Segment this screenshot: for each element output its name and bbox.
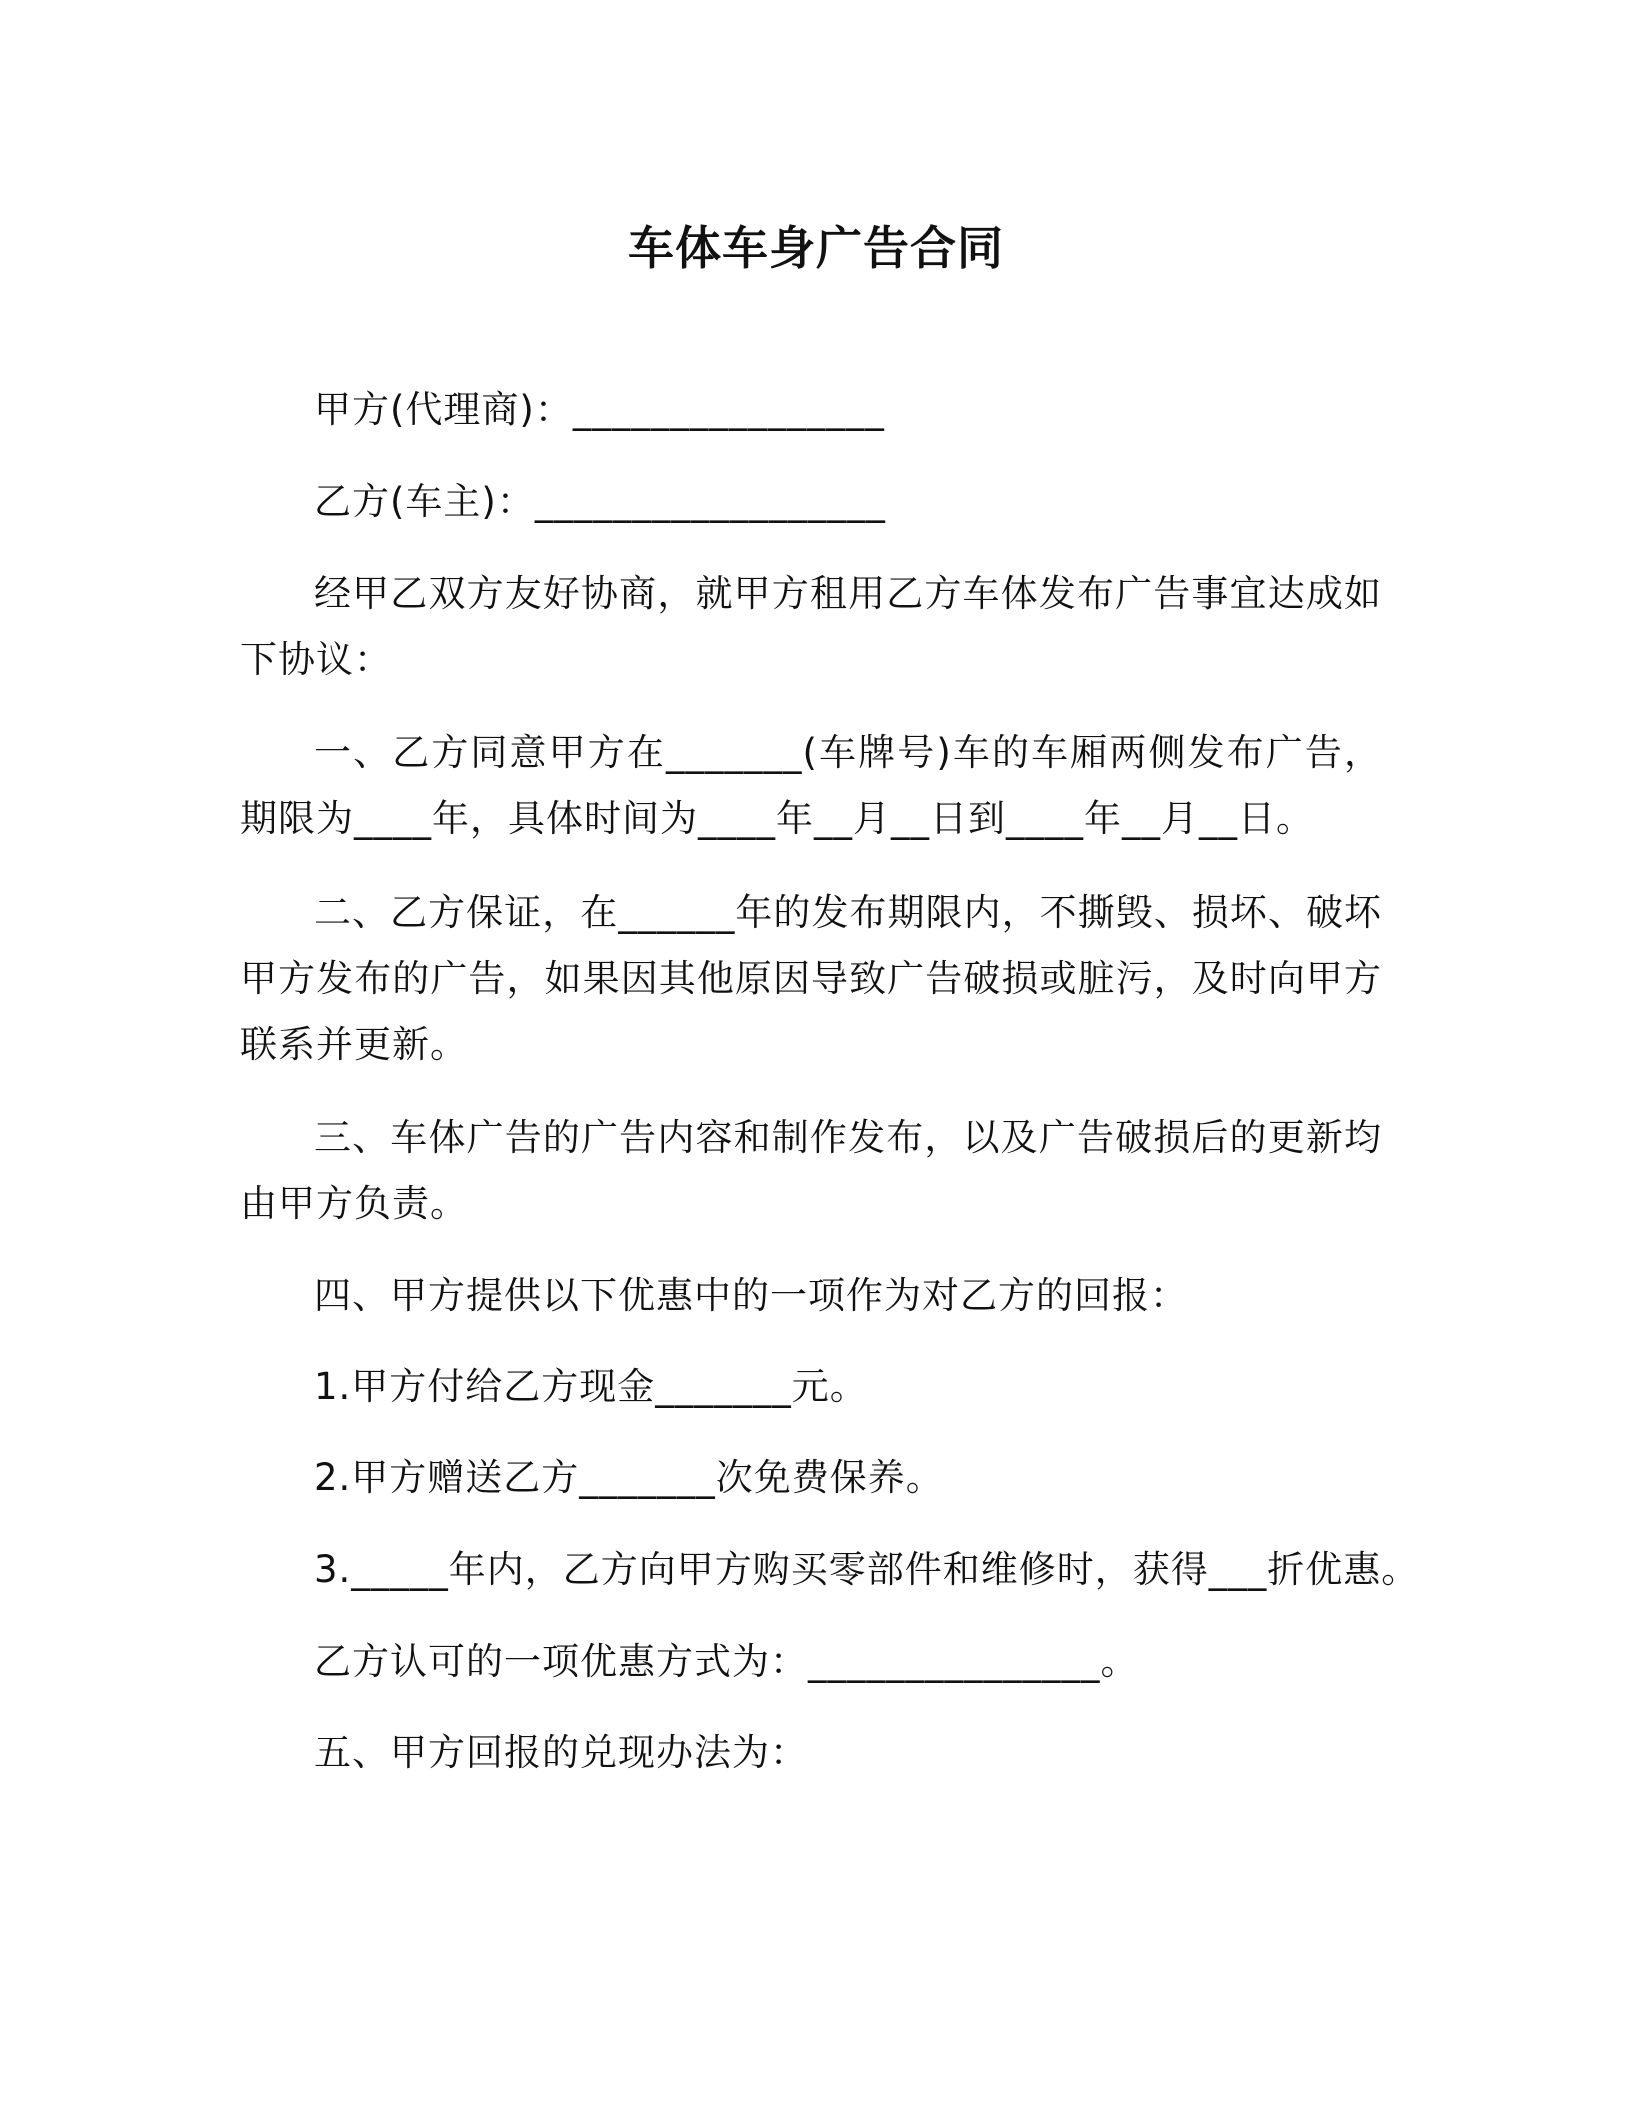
- party-b-line: 乙方(车主)：__________________: [314, 480, 886, 523]
- intro-paragraph: 经甲乙双方友好协商，就甲方租用乙方车体发布广告事宜达成如下协议：: [240, 572, 1382, 681]
- clause-2: 二、乙方保证，在______年的发布期限内，不撕毁、损坏、破坏甲方发布的广告，如果因其他原因导致广告破损或脏污，及时向甲方联系并更新。: [240, 891, 1382, 1066]
- option-1: 1.甲方付给乙方现金_______元。: [314, 1365, 868, 1408]
- party-a-line: 甲方(代理商)：________________: [314, 388, 885, 431]
- document-title: 车体车身广告合同: [628, 221, 1004, 275]
- option-2: 2.甲方赠送乙方_______次免费保养。: [314, 1456, 944, 1499]
- option-3: 3._____年内，乙方向甲方购买零部件和维修时，获得___折优惠。: [314, 1548, 1420, 1591]
- clause-5: 五、甲方回报的兑现办法为：: [314, 1731, 808, 1774]
- clause-1: 一、乙方同意甲方在_______(车牌号)车的车厢两侧发布广告，期限为____年，具体时间为____年__月__日到____年__月__日。: [240, 731, 1382, 840]
- selected-option-line: 乙方认可的一项优惠方式为：_______________。: [314, 1640, 1139, 1683]
- clause-4: 四、甲方提供以下优惠中的一项作为对乙方的回报：: [314, 1274, 1188, 1317]
- clause-3: 三、车体广告的广告内容和制作发布，以及广告破损后的更新均由甲方负责。: [240, 1116, 1382, 1225]
